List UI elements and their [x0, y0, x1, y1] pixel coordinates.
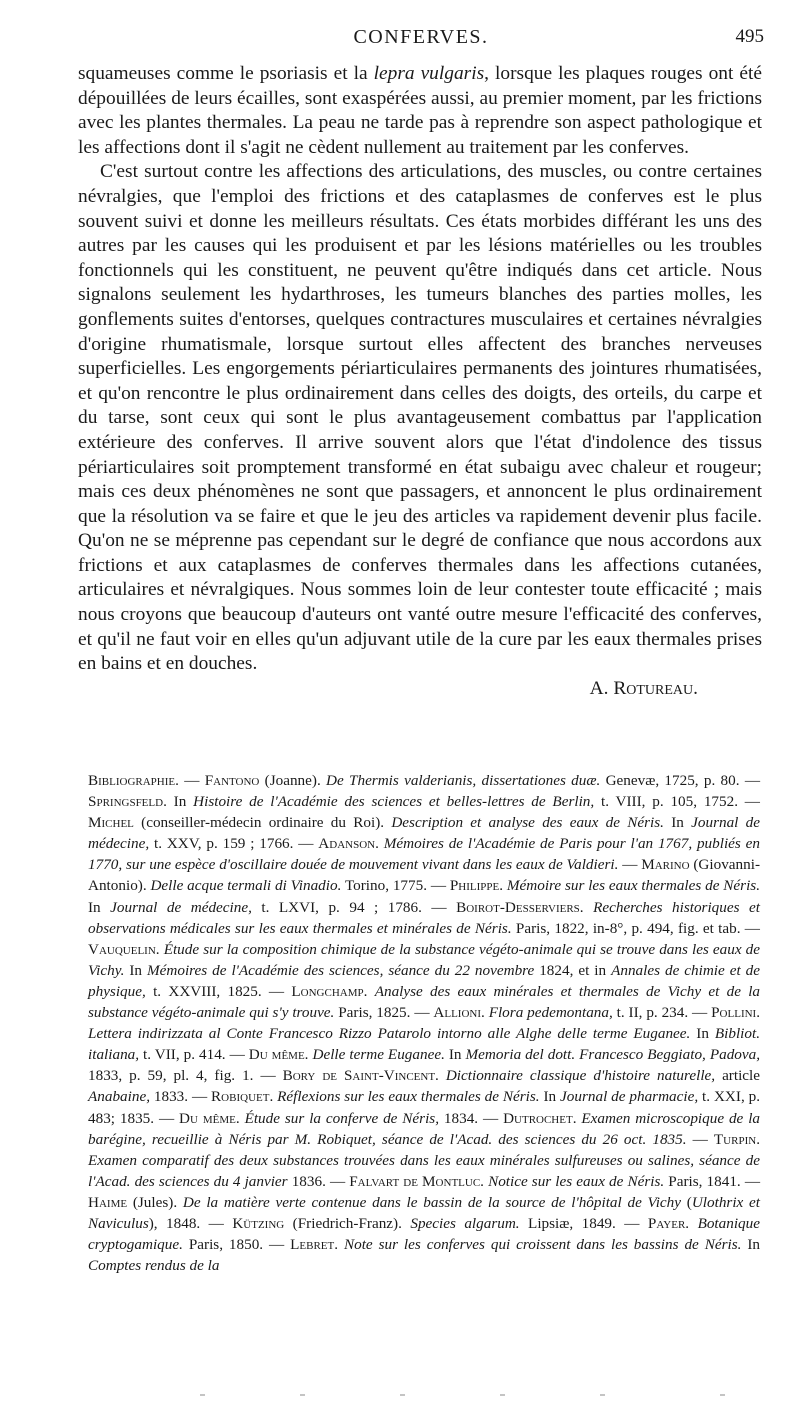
bib-author: Philippe. — [449, 877, 504, 895]
bib-author: Kützing — [232, 1214, 285, 1232]
bib-title: Notice sur les eaux de Néris. — [488, 1172, 665, 1190]
bib-author: Haime — [88, 1193, 128, 1211]
bib-text: 1836. — — [287, 1172, 350, 1190]
bib-text: Genevæ, 1725, p. 80. — — [600, 772, 761, 789]
bib-title: Memoria del dott. Francesco Beggiato, Padova, — [465, 1046, 761, 1064]
bib-author: Payer. — [647, 1214, 690, 1232]
bib-author: Dutrochet. — [503, 1109, 577, 1127]
bib-text: (Jules). — [127, 1193, 183, 1211]
bib-text: In — [124, 961, 147, 979]
bib-author: Du même. — [248, 1046, 309, 1064]
bib-author: Lebret. — [290, 1236, 339, 1254]
bib-title: Étude sur la conferve de Néris, — [244, 1109, 440, 1127]
paragraph-1-text-b: , lorsque les plaques rouges ont été dépouillées de leurs écailles, sont exaspérées aussi, au premier moment, par les frictions avec les plantes thermales. La peau ne tarde pas à reprendre son aspect pathologique et les affections dont il s'agit ne cèdent nullement au traitement par les conferves. — [78, 63, 762, 158]
bib-title: De la matière verte contenue dans le bassin de la source de l'hôpital de Vichy — [182, 1193, 681, 1211]
bibliography — [88, 770, 760, 1276]
bib-title: Recherches historiques et observations médicales sur les eaux thermales et minérales de Néris. — [88, 898, 760, 937]
bib-text: (conseiller-médecin ordinaire du Roi). — [133, 814, 392, 832]
bib-text: In — [444, 1046, 466, 1064]
bib-title: Species algarum. — [410, 1214, 520, 1232]
bib-title: Delle acque termali di Vinadio. — [150, 877, 342, 895]
footer-print-marks — [200, 1392, 740, 1398]
bib-author: Du même. — [179, 1109, 240, 1127]
bib-author: Springsfeld. — [88, 793, 167, 811]
bib-text: t. XXVIII, 1825. — — [145, 982, 292, 1000]
bib-title: Mémoire sur les eaux thermales de Néris. — [506, 877, 760, 895]
bib-title: Journal de médecine, — [88, 814, 760, 853]
bib-author: Robiquet. — [211, 1088, 274, 1106]
bib-title: Étude sur la composition chimique de la substance végéto-animale qui se trouve dans les eaux de Vichy. — [88, 940, 761, 979]
bib-title: Flora pedemontana, — [488, 1004, 613, 1022]
bib-text: 1824, et in — [534, 961, 612, 979]
bib-text: (Giovanni-Antonio). — [88, 856, 761, 895]
bib-text: 1834. — — [439, 1109, 504, 1127]
bib-text — [689, 1215, 697, 1232]
bib-title: Bibliot. italiana, — [88, 1025, 760, 1064]
bib-author: Adanson. — [318, 835, 379, 853]
bib-text: In — [88, 898, 111, 916]
bib-title: Comptes rendus de la — [88, 1257, 220, 1275]
bib-text: In — [663, 814, 692, 832]
bib-text: t. VII, p. 414. — — [139, 1046, 249, 1064]
bib-text: — — [686, 1130, 714, 1148]
page-header — [78, 26, 764, 56]
bib-title: De Thermis valderianis, dissertationes duæ. — [326, 772, 601, 789]
bib-title: Journal de pharmacie, — [560, 1088, 699, 1106]
paragraph-1-text-a: squameuses comme le psoriasis et la — [78, 63, 374, 84]
bib-text: Paris, 1825. — — [334, 1004, 434, 1022]
bib-title: Description et analyse des eaux de Néris. — [391, 814, 664, 832]
bib-title: Annales de chimie et de physique, — [88, 961, 760, 1000]
bib-text: Paris, 1850. — — [182, 1236, 291, 1254]
paragraph-1 — [78, 62, 762, 160]
page-number: 495 — [735, 26, 764, 47]
bib-author: Allioni. — [433, 1004, 485, 1022]
bib-text: t. II, p. 234. — — [612, 1004, 712, 1022]
bib-text: In — [690, 1025, 715, 1043]
bib-author: Falvart de Montluc. — [349, 1172, 484, 1190]
bib-text: Lipsiæ, 1849. — — [519, 1214, 648, 1232]
bib-text: 1833, p. 59, pl. 4, fig. 1. — — [88, 1067, 283, 1085]
bib-author: Marino — [641, 856, 690, 874]
bib-author: Boirot-Desserviers. — [456, 898, 584, 916]
bib-title: Dictionnaire classique d'histoire naturelle, — [445, 1067, 716, 1085]
bib-title: Journal de médecine, — [110, 898, 252, 916]
bib-text: article — [715, 1067, 761, 1085]
bibliography-heading: Bibliographie. — [88, 772, 179, 789]
running-title: CONFERVES. — [353, 26, 489, 48]
bib-author: Fantono — [204, 772, 260, 789]
bib-text: In — [166, 793, 194, 811]
bib-title: Lettera indirizzata al Conte Francesco Rizzo Patarolo intorno alle Alghe delle terme Euganee. — [88, 1025, 691, 1043]
bib-author: Michel — [88, 814, 134, 832]
bib-text: Torino, 1775. — — [341, 877, 450, 895]
bib-title: Histoire de l'Académie des sciences et belles-lettres de Berlin, — [193, 793, 595, 811]
paragraph-2: C'est surtout contre les affections des articulations, des muscles, ou contre certaines névralgies, que l'emploi des frictions et des cataplasmes de conferves est le plus souvent suivi et donne les meilleurs résultats. Ces états morbides différant les uns des autres par les causes qui les produisent et par les lésions matérielles ou les troubles fonctionnels qui les constituent, ne peuvent qu'être indiqués dans cet article. Nous signalons seulement les hydarthroses, les tumeurs blanches des parties molles, les gonflements suites d'entorses, quelques contractures musculaires et certaines névralgies d'origine rhumatismale, lorsque surtout elles affectent des branches nerveuses superficielles. Les engorgements périarticulaires permanents des jointures rhumatisées, et qu'on rencontre le plus ordinairement dans celles des doigts, des orteils, du carpe et du tarse, sont ceux qui sont le plus avantageusement combattus par l'application extérieure des conferves. Il arrive souvent alors que l'état d'indolence des tissus périarticulaires soit promptement transformé en état subaigu avec chaleur et rougeur; mais ces deux phénomènes ne sont que passagers, et annoncent le plus ordinairement que la résolution va se faire et que le jeu des articles va rapidement devenir plus facile. Qu'on ne se méprenne pas cependant sur le degré de confiance que nous accordons aux frictions et aux cataplasmes de conferves thermales dans les affections cutanées, articulaires et névralgiques. Nous sommes loin de leur contester toute efficacité ; mais nous croyons que beaucoup d'auteurs ont vanté outre mesure l'efficacité des conferves, et qu'il ne faut voir en elles qu'un adjuvant utile de la cure par les eaux thermales prises en bains et en douches. — [78, 161, 762, 675]
bib-text: 1833. — — [150, 1088, 212, 1106]
paragraph-1-italic: lepra vulgaris — [373, 63, 485, 84]
bib-text — [584, 899, 594, 916]
bib-text: t. VIII, p. 105, 1752. — — [594, 793, 760, 811]
article-body — [78, 62, 762, 701]
bib-text: t. LXVI, p. 94 ; 1786. — — [251, 898, 457, 916]
bib-author: Bory de Saint-Vincent. — [282, 1067, 439, 1085]
bibliography-paragraph — [88, 770, 760, 1276]
bib-text: ), 1848. — — [148, 1214, 233, 1232]
bib-text: ( — [681, 1193, 692, 1211]
bib-title: Examen comparatif des deux substances trouvées dans les eaux minérales sulfureuses ou salines, séance de l'Acad. des sciences du 4 janvier — [88, 1151, 760, 1190]
bib-text: — — [178, 772, 205, 789]
bib-author: Longchamp. — [291, 982, 368, 1000]
bib-text: (Friedrich-Franz). — [284, 1214, 411, 1232]
bib-title: Analyse des eaux minérales et thermales de Vichy et de la substance végéto-animale qui s'y trouve. — [88, 982, 761, 1022]
bib-author: Turpin. — [713, 1130, 760, 1148]
bib-text: Paris, 1822, in-8°, p. 494, fig. et tab. — — [511, 919, 760, 937]
bib-text — [367, 983, 374, 1000]
author-signature: A. Rotureau. — [589, 677, 698, 699]
bib-author: Vauquelin. — [88, 940, 160, 958]
bib-text: t. XXV, p. 159 ; 1766. — — [149, 835, 319, 853]
bib-text: Paris, 1841. — — [664, 1172, 760, 1190]
bib-text: t. XXI, p. 483; 1835. — — [88, 1088, 761, 1127]
bib-title: Mémoires de l'Académie des sciences, séance du 22 novembre — [147, 961, 535, 979]
bib-author: Pollini. — [711, 1004, 761, 1022]
bib-title: Note sur les conferves qui croissent dans les bassins de Néris. — [343, 1236, 742, 1254]
bib-title: Mémoires de l'Académie de Paris pour l'an 1767, publiés en 1770, sur une espèce d'oscillaire douée de mouvement vivant dans les eaux de Valdieri. — [88, 835, 760, 874]
bib-title: Examen microscopique de la barégine, recueillie à Néris par M. Robiquet, séance de l'Acad. des sciences du 26 oct. 1835. — [88, 1109, 761, 1148]
bib-text: — — [618, 856, 642, 874]
bib-text — [439, 1067, 446, 1084]
bib-text: (Joanne). — [259, 772, 327, 789]
bib-title: Anabaine, — [88, 1088, 151, 1106]
bib-title: Delle terme Euganee. — [312, 1046, 445, 1064]
bib-title: Réflexions sur les eaux thermales de Néris. — [277, 1088, 540, 1106]
bib-text: In — [539, 1088, 561, 1106]
bib-title: Botanique cryptogamique. — [88, 1214, 760, 1254]
bib-title: Ulothrix et Naviculus — [88, 1193, 760, 1232]
bib-text: In — [741, 1236, 761, 1254]
